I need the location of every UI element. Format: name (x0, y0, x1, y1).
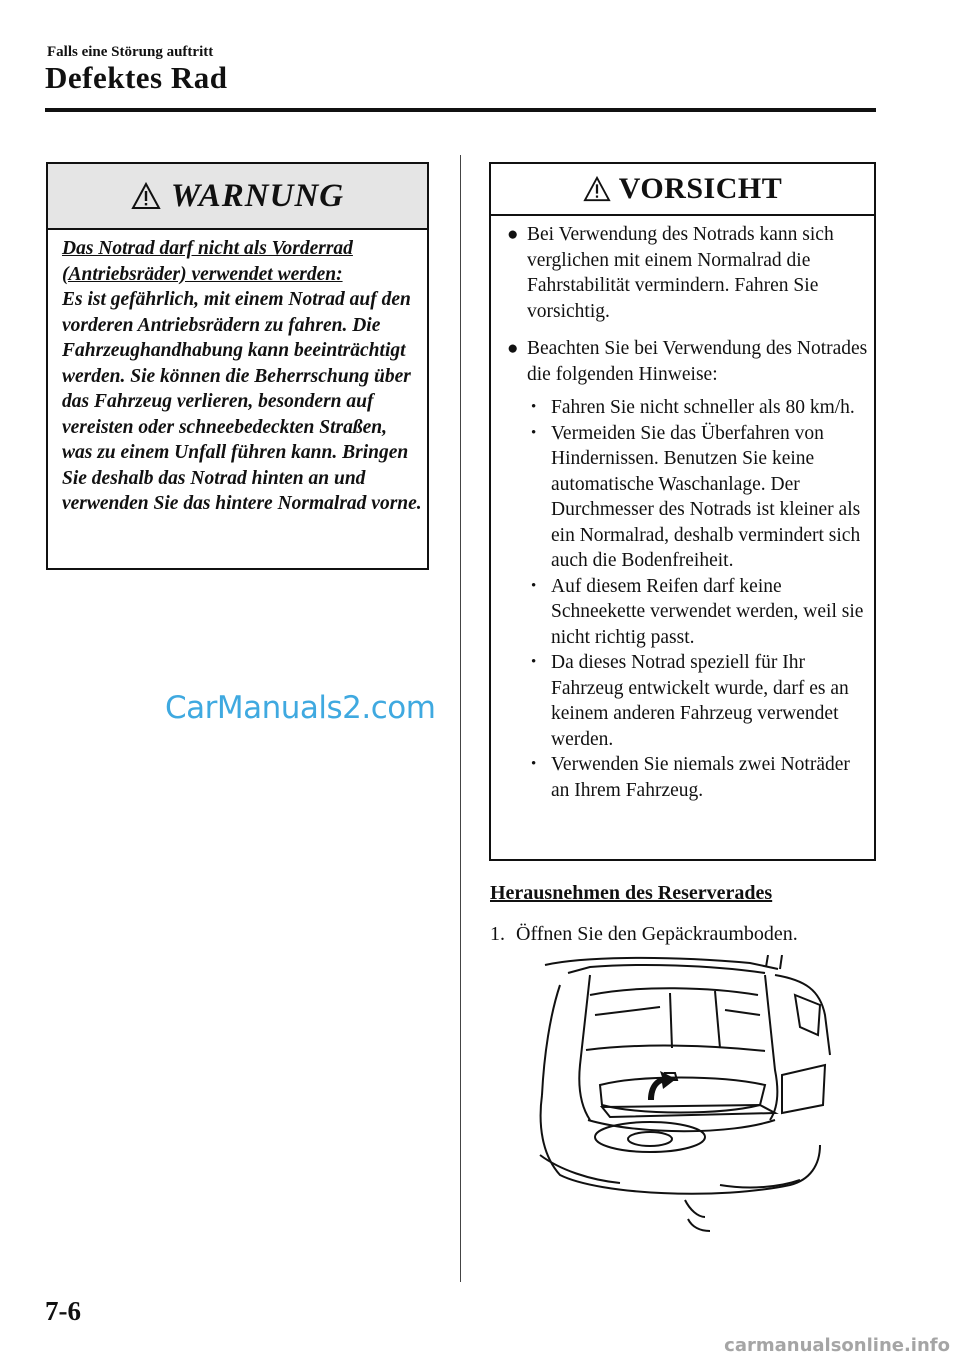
caution-sub-item-text: Da dieses Notrad speziell für Ihr Fahrzeug entwickelt wurde, darf es an keinem anderen Fahrzeug verwendet werden. (551, 652, 849, 750)
page-title: Defektes Rad (45, 60, 228, 95)
caution-bullet (503, 222, 869, 324)
warning-heading-line2: (Antriebsräder) verwendet werden: (62, 263, 343, 285)
warning-text (62, 236, 422, 517)
caution-text (503, 222, 869, 803)
caution-sub-item-text: Vermeiden Sie das Überfahren von Hindernissen. Benutzen Sie keine automatische Waschanlage. Der Durchmesser des Notrads ist kleiner als ein Normalrad, deshalb vermindert sich auch die Bodenfreiheit. (551, 422, 861, 571)
sub-bullet-icon: • (531, 424, 537, 441)
caution-sub-item (503, 395, 869, 421)
step-number: 1. (490, 923, 505, 945)
caution-header (491, 164, 874, 216)
caution-bullet-text: Bei Verwendung des Notrads kann sich verglichen mit einem Normalrad die Fahrstabilität vermindern. Fahren Sie vorsichtig. (527, 224, 834, 322)
caution-sub-item (503, 421, 869, 574)
warning-body: Es ist gefährlich, mit einem Notrad auf den vorderen Antriebsrädern zu fahren. Die Fahrzeughandhabung kann beeinträchtigt werden. Sie können die Beherrschung über das Fahrzeug verlieren, besondern auf vereisten oder schneebedeckten Straßen, was zu einem Unfall führen kann. Bringen Sie deshalb das Notrad hinten an und verwenden Sie das hintere Normalrad vorne. (62, 289, 422, 514)
section-label: Falls eine Störung auftritt (47, 44, 214, 60)
sub-bullet-icon: • (531, 399, 537, 415)
warning-box (46, 162, 429, 570)
removal-heading: Herausnehmen des Reserverades (490, 882, 773, 904)
warning-header (48, 164, 427, 230)
luggage-compartment-illustration (520, 955, 840, 1245)
caution-sub-item-text: Auf diesem Reifen darf keine Schneekette verwendet werden, weil sie nicht richtig passt. (551, 575, 864, 648)
caution-title: VORSICHT (618, 172, 783, 205)
warning-heading-line1: Das Notrad darf nicht als Vorderrad (62, 238, 353, 259)
caution-box (489, 162, 876, 861)
bullet-dot-icon: ● (507, 338, 519, 359)
bullet-dot-icon: ● (507, 224, 519, 245)
warning-triangle-icon (583, 176, 611, 202)
caution-sub-item (503, 574, 869, 651)
column-divider (460, 155, 461, 1282)
warning-title: WARNUNG (170, 177, 345, 214)
sub-bullet-icon: • (531, 577, 537, 594)
warning-triangle-icon (131, 182, 161, 210)
sub-bullet-icon: • (531, 654, 537, 670)
caution-sub-item (503, 752, 869, 803)
step-text: Öffnen Sie den Gepäckraumboden. (516, 923, 798, 945)
caution-bullet (503, 336, 869, 387)
sub-bullet-icon: • (531, 756, 537, 772)
caution-sub-item-text: Verwenden Sie niemals zwei Noträder an Ihrem Fahrzeug. (551, 754, 850, 801)
step-item (490, 923, 798, 946)
caution-bullet-text: Beachten Sie bei Verwendung des Notrades die folgenden Hinweise: (527, 338, 868, 385)
caution-sub-item-text: Fahren Sie nicht schneller als 80 km/h. (551, 397, 855, 418)
page-number: 7-6 (45, 1296, 81, 1326)
footer-watermark[interactable]: carmanualsonline.info (724, 1335, 950, 1356)
watermark-link[interactable]: CarManuals2.com (165, 690, 436, 726)
title-rule (45, 108, 876, 112)
caution-sub-item (503, 650, 869, 752)
